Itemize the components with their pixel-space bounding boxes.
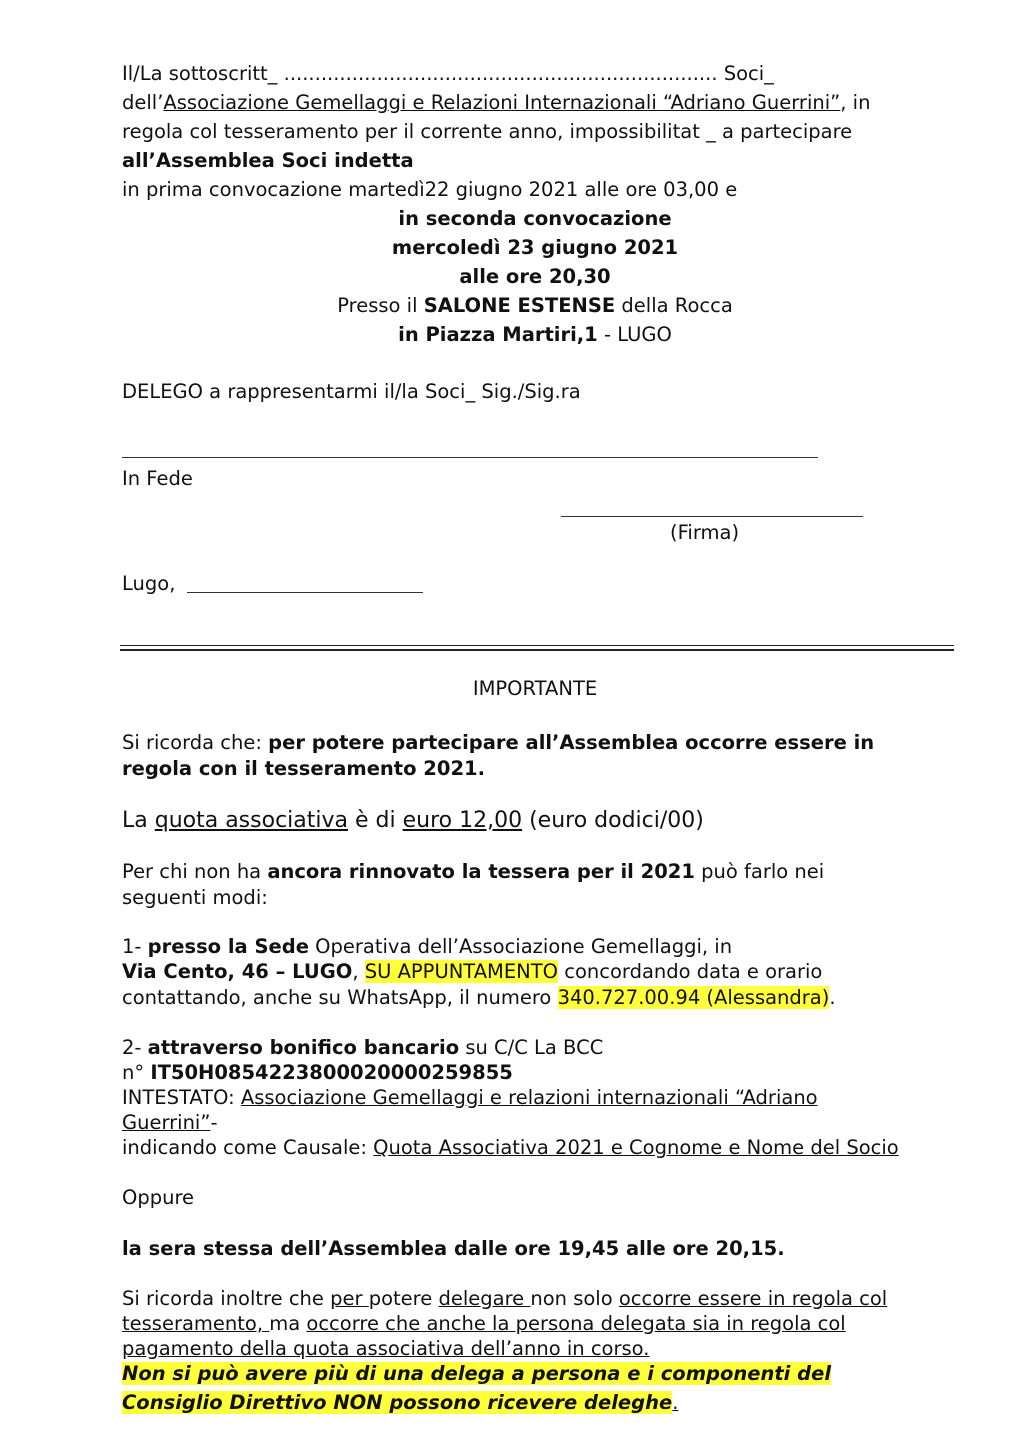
reminder-line-2: regola con il tesseramento 2021. bbox=[122, 757, 485, 780]
delegation-line-3: pagamento della quota associativa dell’anno in corso. bbox=[122, 1337, 650, 1360]
lugo-label: Lugo, bbox=[122, 572, 176, 595]
proxy-line-4: all’Assemblea Soci indetta bbox=[122, 149, 414, 172]
renew-line-2: seguenti modi: bbox=[122, 886, 268, 909]
causale-line: indicando come Causale: Quota Associativa 2021 e Cognome e Nome del Socio bbox=[122, 1136, 899, 1159]
section-divider-bottom bbox=[120, 649, 954, 651]
phone-number: 340.727.00.94 (Alessandra) bbox=[557, 986, 830, 1009]
section-divider-top bbox=[120, 645, 954, 646]
delego-line: DELEGO a rappresentarmi il/la Soci_ Sig./Sig.ra bbox=[122, 380, 581, 403]
meeting-venue: Presso il SALONE ESTENSE della Rocca bbox=[337, 294, 733, 317]
proxy-line-2: dell’Associazione Gemellaggi e Relazioni Internazionali “Adriano Guerrini”, in bbox=[122, 91, 871, 114]
fee-line: La quota associativa è di euro 12,00 (euro dodici/00) bbox=[122, 808, 704, 833]
evening-line: la sera stessa dell’Assemblea dalle ore 19,45 alle ore 20,15. bbox=[122, 1237, 785, 1260]
date-field[interactable] bbox=[187, 592, 423, 593]
renew-line-1: Per chi non ha ancora rinnovato la tessera per il 2021 può farlo nei bbox=[122, 860, 825, 883]
second-convocation: in seconda convocazione bbox=[398, 207, 672, 230]
causale-text: Quota Associativa 2021 e Cognome e Nome del Socio bbox=[373, 1136, 899, 1159]
delegation-line-2: tesseramento, ma occorre che anche la persona delegata sia in regola col bbox=[122, 1312, 846, 1335]
reminder-line-1: Si ricorda che: per potere partecipare all’Assemblea occorre essere in bbox=[122, 731, 875, 754]
method-1-line-2: Via Cento, 46 – LUGO, SU APPUNTAMENTO concordando data e orario bbox=[122, 960, 823, 983]
association-name: Associazione Gemellaggi e Relazioni Internazionali “Adriano Guerrini” bbox=[163, 91, 841, 114]
proxy-line-1: Il/La sottoscritt_ ...................................................................... Soci_ bbox=[122, 62, 774, 85]
delegate-name-field[interactable] bbox=[122, 457, 818, 458]
warning-line-2: Consiglio Direttivo NON possono ricevere deleghe. bbox=[122, 1391, 679, 1414]
iban: IT50H0854223800020000259855 bbox=[150, 1061, 513, 1084]
meeting-date: mercoledì 23 giugno 2021 bbox=[391, 236, 679, 259]
importante-heading: IMPORTANTE bbox=[472, 677, 598, 700]
appointment-highlight: SU APPUNTAMENTO bbox=[364, 960, 559, 983]
method-2-line-1: 2- attraverso bonifico bancario su C/C La BCC bbox=[122, 1036, 604, 1059]
iban-line: n° IT50H0854223800020000259855 bbox=[122, 1061, 513, 1084]
warning-line-1: Non si può avere più di una delega a persona e i componenti del bbox=[122, 1362, 832, 1385]
method-1-line-1: 1- presso la Sede Operativa dell’Associazione Gemellaggi, in bbox=[122, 935, 733, 958]
signature-field[interactable] bbox=[561, 516, 863, 517]
in-fede-label: In Fede bbox=[122, 467, 193, 490]
fee-amount: euro 12,00 bbox=[402, 808, 523, 833]
proxy-line-3: regola col tesseramento per il corrente anno, impossibilitat _ a partecipare bbox=[122, 120, 853, 143]
method-1-line-3: contattando, anche su WhatsApp, il numero 340.727.00.94 (Alessandra). bbox=[122, 986, 836, 1009]
meeting-time: alle ore 20,30 bbox=[459, 265, 611, 288]
firma-label: (Firma) bbox=[670, 521, 740, 544]
intestato-line-2: Guerrini”- bbox=[122, 1111, 218, 1134]
delegation-line-1: Si ricorda inoltre che per potere delegare non solo occorre essere in regola col bbox=[122, 1287, 888, 1310]
meeting-address: in Piazza Martiri,1 - LUGO bbox=[398, 323, 672, 346]
first-convocation: in prima convocazione martedì22 giugno 2021 alle ore 03,00 e bbox=[122, 178, 738, 201]
oppure-line: Oppure bbox=[122, 1186, 195, 1209]
intestato-line-1: INTESTATO: Associazione Gemellaggi e relazioni internazionali “Adriano bbox=[122, 1086, 818, 1109]
